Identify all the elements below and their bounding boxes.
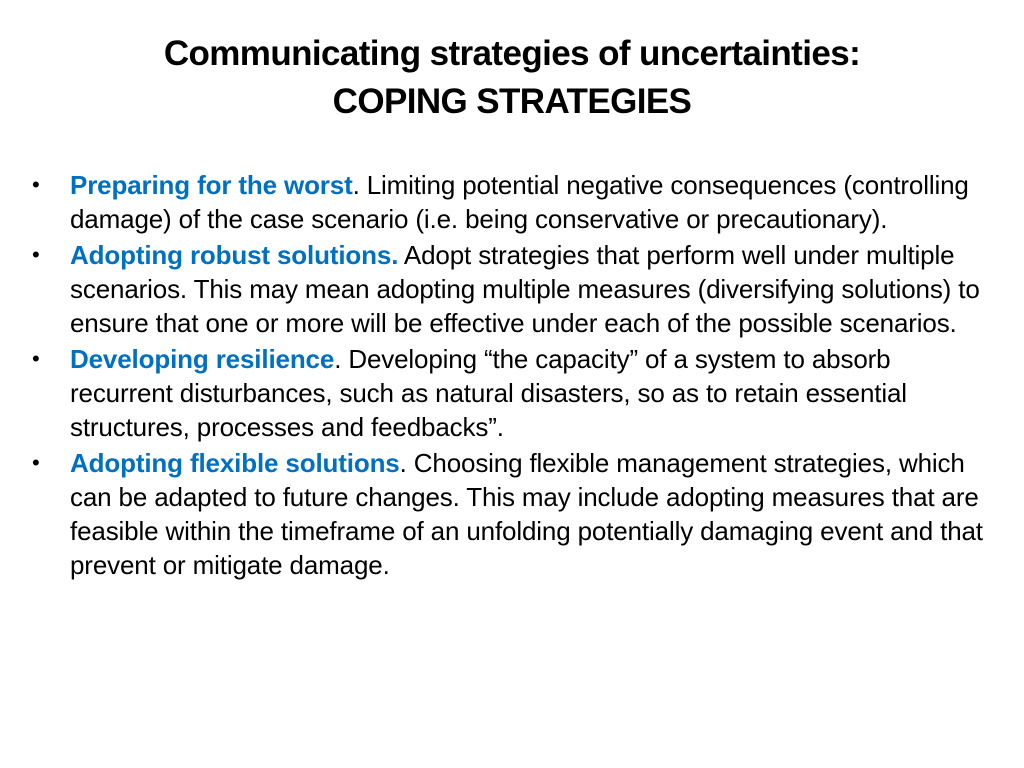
bullet-dot-icon: •	[32, 242, 40, 267]
bullet-text: . Limiting potential negative consequences (controlling damage) of the case scenario (i.e. being conservative or precautionary).	[70, 170, 969, 234]
bullet-text: Adopt strategies that perform well under multiple scenarios. This may mean adopting multiple measures (diversifying solutions) to ensure that one or more will be effective under each of the possible scenarios.	[70, 240, 980, 338]
bullet-text: . Developing “the capacity” of a system to absorb recurrent disturbances, such as natural disasters, so as to retain essential structures, processes and feedbacks”.	[70, 344, 907, 442]
slide-title	[40, 30, 984, 126]
title-line-1: Communicating strategies of uncertainties:	[163, 34, 861, 73]
bullet-text: . Choosing flexible management strategies, which can be adapted to future changes. This may include adopting measures that are feasible within the timeframe of an unfolding potentially damaging event and that prevent or mitigate damage.	[70, 448, 983, 580]
bullet-item-preparing-for-the-worst	[28, 168, 988, 236]
bullet-item-adopting-robust-solutions	[28, 238, 988, 340]
bullet-term: Adopting robust solutions.	[70, 240, 399, 270]
bullet-dot-icon: •	[32, 346, 40, 371]
bullet-dot-icon: •	[32, 450, 40, 475]
bullet-term: Developing resilience	[70, 344, 335, 374]
bullet-item-developing-resilience	[28, 342, 988, 444]
bullet-term: Adopting flexible solutions	[70, 448, 400, 478]
bullet-term: Preparing for the worst	[70, 170, 353, 200]
title-line-2: COPING STRATEGIES	[332, 82, 692, 121]
bullet-item-adopting-flexible-solutions	[28, 446, 988, 582]
bullet-dot-icon: •	[32, 172, 40, 197]
bullet-list	[28, 168, 988, 584]
